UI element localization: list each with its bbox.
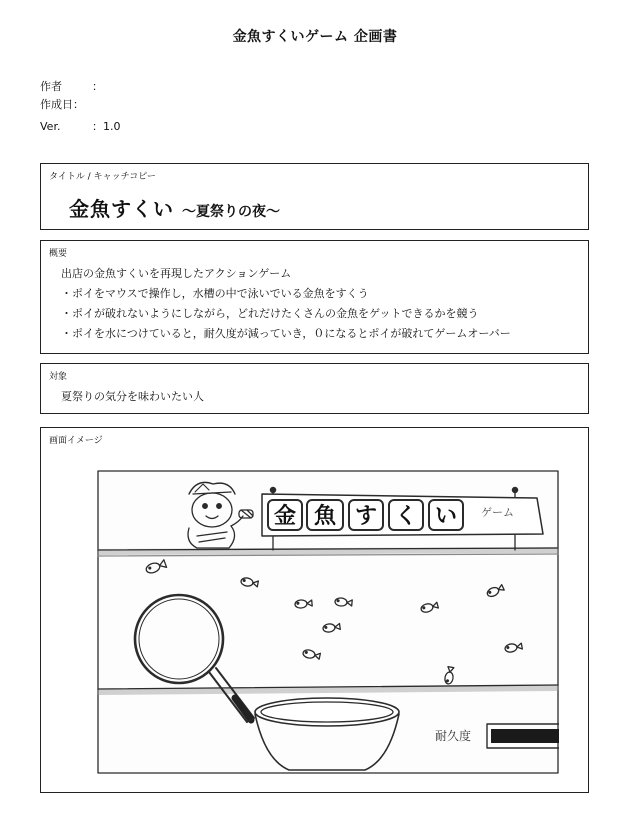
sign-suffix: ゲーム (481, 506, 514, 519)
version-label: Ver. (40, 120, 61, 133)
durability-gauge-fill (491, 729, 559, 743)
summary-lead: 出店の金魚すくいを再現したアクションゲーム (61, 267, 292, 280)
target-box (40, 363, 589, 414)
author-separator: ： (92, 80, 103, 93)
sign-char: く (394, 504, 418, 529)
summary-bullet: ・ポイが破れないようにしながら，どれだけたくさんの金魚をゲットできるかを競う (61, 307, 479, 320)
author-label: 作者 (40, 80, 62, 93)
catch-subtitle: 〜夏祭りの夜〜 (182, 204, 280, 220)
summary-bullet: ・ポイを水につけていると，耐久度が減っていき，０になるとポイが破れてゲームオーバー (61, 327, 511, 340)
sign-char: 魚 (313, 504, 337, 529)
catch-title: 金魚すくい (69, 197, 174, 221)
title-catch-box (40, 163, 589, 230)
sign-char: す (354, 504, 378, 529)
summary-box (40, 240, 589, 354)
summary-label: 概要 (49, 249, 68, 259)
catch-copy (69, 193, 280, 222)
document-title: 金魚すくいゲーム 企画書 (232, 29, 398, 45)
target-label: 対象 (49, 372, 68, 382)
screen-image-label: 画面イメージ (49, 436, 103, 446)
sign-char: い (434, 504, 458, 529)
version-value: ：1.0 (92, 120, 121, 133)
summary-bullet: ・ポイをマウスで操作し，水槽の中で泳いでいる金魚をすくう (61, 287, 369, 300)
sign-char: 金 (273, 504, 297, 529)
durability-label: 耐久度 (435, 729, 472, 743)
summary-bullet-list (61, 284, 511, 344)
title-catch-label: タイトル / キャッチコピー (49, 172, 156, 182)
screen-image-box (40, 427, 589, 793)
meta-created (40, 96, 84, 114)
screen-sketch (97, 470, 559, 774)
meta-author (40, 78, 103, 96)
target-text: 夏祭りの気分を味わいたい人 (61, 390, 204, 403)
created-label: 作成日： (40, 98, 84, 111)
meta-version (40, 118, 121, 136)
